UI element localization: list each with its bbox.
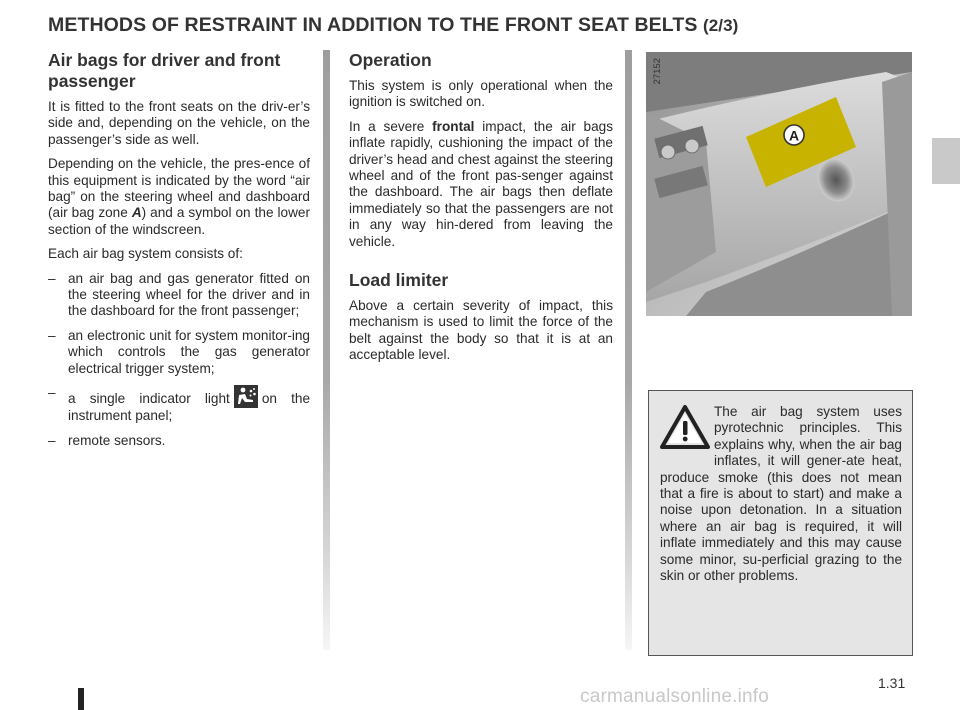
figure-reference: 27152: [652, 58, 663, 85]
list-item-text: remote sensors.: [68, 432, 166, 448]
operation-p2-end: impact, the air bags inflate rapidly, cushioning the impact of the driver’s head and chest against the steering wheel and of the front pas-senger against the dashboard. The air bags then deflate immediately so that the passengers are not in any way hin-dered from leaving the vehicle.: [349, 118, 614, 249]
page-number: 1.31: [878, 675, 906, 691]
page-title-suffix: (2/3): [702, 16, 739, 35]
column-divider-right: [625, 50, 632, 650]
airbag-zone-label: A: [131, 205, 142, 221]
airbags-paragraph-2: [48, 156, 310, 238]
list-item-text: an electronic unit for system monitor-ing which controls the gas generator electrical trigger system;: [68, 327, 310, 376]
list-item-text-end: on the instrument panel;: [68, 391, 311, 424]
operation-heading: Operation: [349, 50, 432, 70]
airbags-paragraph-1: It is fitted to the front seats on the driv-er’s side and, depending on the vehicle, on the passenger’s side as well.: [48, 99, 310, 147]
load-limiter-paragraph: Above a certain severity of impact, this mechanism is used to limit the force of the belt against the body so that it is at an acceptable level.: [349, 298, 613, 363]
list-item: [48, 271, 310, 320]
load-limiter-heading: Load limiter: [349, 270, 449, 291]
airbags-column: [48, 50, 310, 457]
page-title: [48, 14, 928, 37]
watermark: carmanualsonline.info: [580, 686, 770, 707]
airbag-indicator-icon: [234, 385, 258, 408]
list-dash: –: [48, 327, 56, 343]
warning-text-body: The air bag system uses pyrotechnic principles. This explains why, when the air bag inflates, it will gener-ate heat, produce smoke (this does not mean that a fire is about to start) and make a noise upon detonation. In a situation where an air bag is required, it will inflate immediately and this may cause some minor, su-perficial grazing to the skin or other problems.: [660, 404, 902, 584]
operation-column: [349, 50, 613, 372]
operation-paragraph-2: [349, 119, 613, 250]
airbags-p2-start: Depending on the vehicle, the pres-ence of this equipment is indicated by the word “air bag” on the steering wheel and dashboard (air bag zone: [48, 156, 310, 221]
list-dash: –: [48, 385, 56, 401]
bottom-marker: [78, 688, 84, 710]
dashboard-figure: [646, 52, 912, 316]
airbags-p2-end: ) and a symbol on the lower section of the windscreen.: [48, 205, 310, 237]
warning-text: [660, 404, 902, 584]
operation-p2-start: In a severe: [349, 118, 433, 134]
airbags-heading: Air bags for driver and front passenger: [48, 50, 281, 91]
operation-p2-bold: frontal: [432, 118, 475, 134]
figure-zone-label: A: [788, 127, 800, 144]
list-item: [48, 433, 310, 449]
list-item: [48, 328, 310, 377]
list-item: [48, 385, 310, 424]
page-title-text: METHODS OF RESTRAINT IN ADDITION TO THE FRONT SEAT BELTS: [48, 14, 698, 36]
list-item-text-start: a single indicator light: [68, 391, 230, 407]
chapter-tab: [932, 138, 960, 184]
airbags-paragraph-3: Each air bag system consists of:: [48, 246, 243, 262]
column-divider-left: [323, 50, 330, 650]
list-item-text: an air bag and gas generator fitted on the steering wheel for the driver and in the dashboard for the front passenger;: [68, 270, 310, 319]
list-dash: –: [48, 432, 56, 448]
list-dash: –: [48, 270, 56, 286]
operation-paragraph-1: This system is only operational when the ignition is switched on.: [349, 78, 613, 110]
